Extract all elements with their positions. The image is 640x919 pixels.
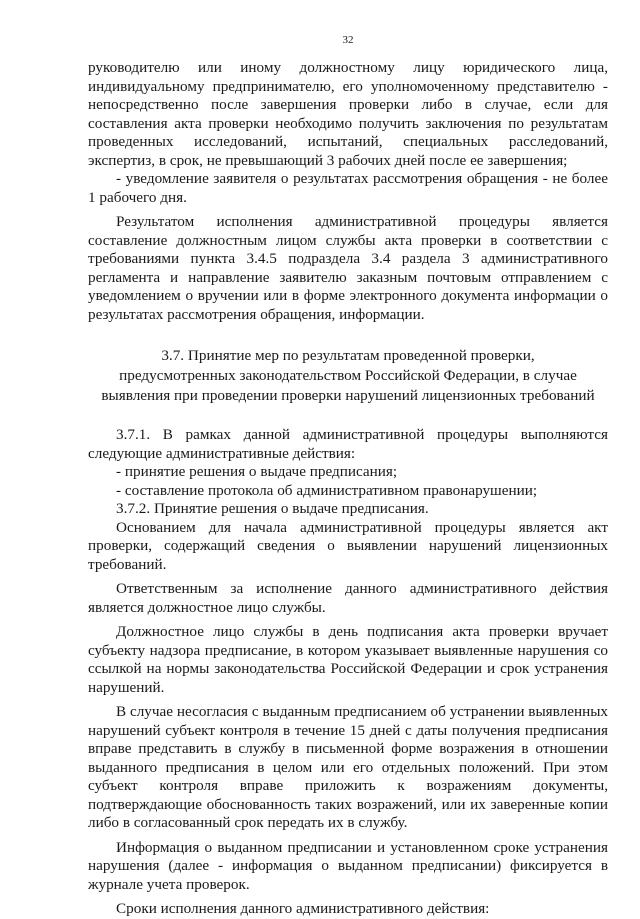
paragraph-notification-term: - уведомление заявителя о результатах рассмотрения обращения - не более 1 рабочего дня. [88,170,608,206]
paragraph-order-registration: Информация о выданном предписании и установленном сроке устранения нарушения (далее - информация о выданном предписании) фиксируется в журнале учета проверок. [88,838,608,893]
paragraph-objections: В случае несогласия с выданным предписанием об устранении выявленных нарушений субъект контроля в течение 15 дней с даты получения предписания вправе представить в службу в письменной форме возражения в отношении выданного предписания в целом или его отдельных положений. При этом субъект контроля вправе приложить к возражениям документы, подтверждающие обоснованность таких возражений, или их заверенные копии либо в согласованный срок передать их в службу. [88,703,608,831]
paragraph-procedure-result: Результатом исполнения административной процедуры является составление должностным лицом службы акта проверки в соответствии с требованиями пункта 3.4.5 подраздела 3.4 раздела 3 административного регламента и направление заявителю заказным почтовым отправлением с уведомлением о вручении или в форме электронного документа информации о результатах рассмотрения обращения, информации. [88,213,608,323]
paragraph-3-7-2: 3.7.2. Принятие решения о выдаче предписания. [116,500,429,517]
list-item-protocol: - составление протокола об административном правонарушении; [116,481,538,499]
document-body [88,59,608,919]
section-heading [88,346,608,406]
paragraph-continuation: руководителю или иному должностному лицу юридического лица, индивидуальному предпринимателю, его уполномоченному представителю - непосредственно после завершения проверки либо в случае, если для составления акта проверки необходимо получить заключения по результатам проведенных исследований, испытаний, специальных расследований, экспертиз, в срок, не превышающий 3 рабочих дней после ее завершения; [88,59,608,169]
list-item-order-decision: - принятие решения о выдаче предписания; [116,463,398,480]
paragraph-grounds: Основанием для начала административной процедуры является акт проверки, содержащий сведения о выявлении нарушений лицензионных требований. [88,518,608,573]
paragraph-3-7-1: 3.7.1. В рамках данной административной процедуры выполняются следующие административные действия: [88,426,608,462]
page-number: 32 [342,34,354,46]
section-heading-line: 3.7. Принятие мер по результатам проведенной проверки, [161,347,535,364]
paragraph-deadlines: Сроки исполнения данного административного действия: [116,900,490,917]
section-heading-line: выявления при проведении проверки нарушений лицензионных требований [101,387,595,404]
paragraph-responsible: Ответственным за исполнение данного административного действия является должностное лицо службы. [88,580,608,616]
paragraph-issuing-order: Должностное лицо службы в день подписания акта проверки вручает субъекту надзора предписание, в котором указывает выявленные нарушения со ссылкой на нормы законодательства Российской Федерации и срок устранения нарушений. [88,623,608,696]
section-heading-line: предусмотренных законодательством Российской Федерации, в случае [119,367,577,384]
